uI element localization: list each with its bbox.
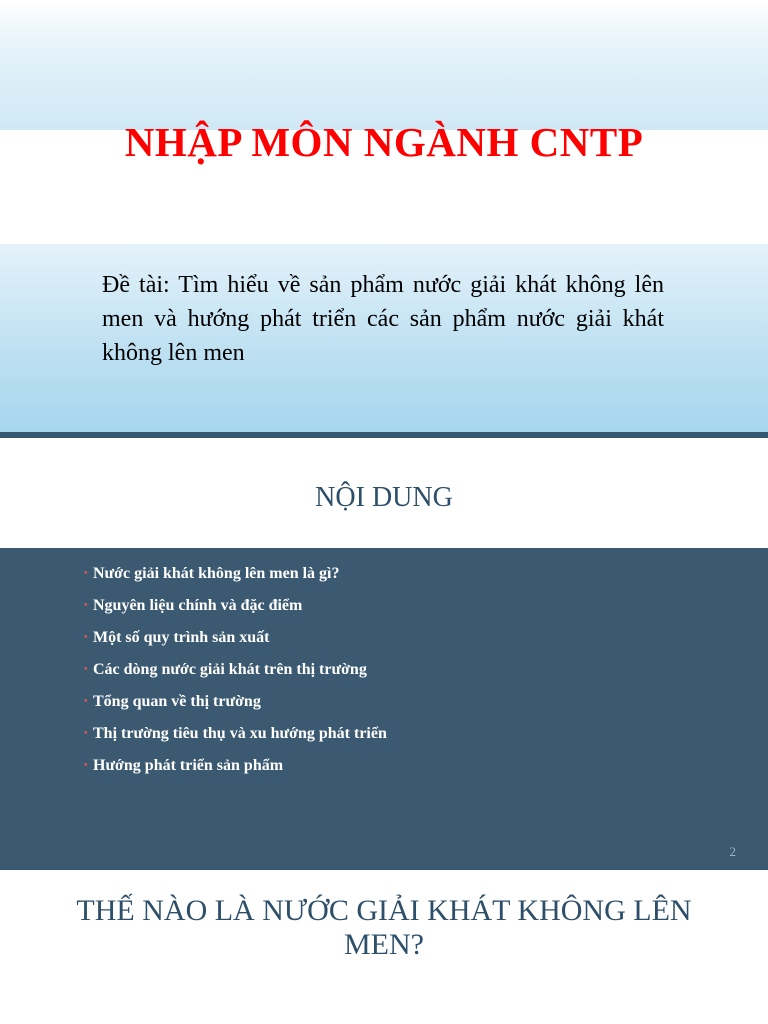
slide-separator	[0, 870, 768, 876]
list-item	[84, 626, 387, 658]
list-item-text: Nước giải khát không lên men là gì?	[93, 565, 340, 582]
bullet-icon: •	[84, 568, 88, 579]
list-item-text: Thị trường tiêu thụ và xu hướng phát triển	[93, 725, 387, 742]
slide-3-title: THẾ NÀO LÀ NƯỚC GIẢI KHÁT KHÔNG LÊN MEN?	[76, 894, 692, 961]
bullet-icon: •	[84, 696, 88, 707]
bullet-icon: •	[84, 632, 88, 643]
content-list	[84, 562, 387, 786]
list-item	[84, 658, 387, 690]
slide-3	[0, 870, 768, 1024]
list-item	[84, 754, 387, 786]
list-item	[84, 690, 387, 722]
list-item	[84, 594, 387, 626]
slide-1	[0, 0, 768, 438]
slide-2-heading: NỘI DUNG	[315, 482, 453, 513]
slide-1-subtitle: Đề tài: Tìm hiểu về sản phẩm nước giải khát không lên men và hướng phát triển các sản phẩm nước giải khát không lên men	[102, 272, 664, 366]
bullet-icon: •	[84, 728, 88, 739]
bullet-icon: •	[84, 664, 88, 675]
list-item	[84, 722, 387, 754]
list-item-text: Các dòng nước giải khát trên thị trường	[93, 661, 367, 678]
content-panel	[0, 548, 768, 870]
list-item	[84, 562, 387, 594]
page-number: 2	[729, 844, 736, 859]
list-item-text: Hướng phát triển sản phẩm	[93, 757, 284, 774]
list-item-text: Nguyên liệu chính và đặc điểm	[93, 597, 303, 614]
list-item-text: Tổng quan về thị trường	[93, 693, 261, 710]
slide-2	[0, 438, 768, 870]
list-item-text: Một số quy trình sản xuất	[93, 629, 270, 646]
bullet-icon: •	[84, 760, 88, 771]
slide-1-title: NHẬP MÔN NGÀNH CNTP	[124, 119, 644, 165]
bullet-icon: •	[84, 600, 88, 611]
slide-1-top-band	[0, 0, 768, 130]
